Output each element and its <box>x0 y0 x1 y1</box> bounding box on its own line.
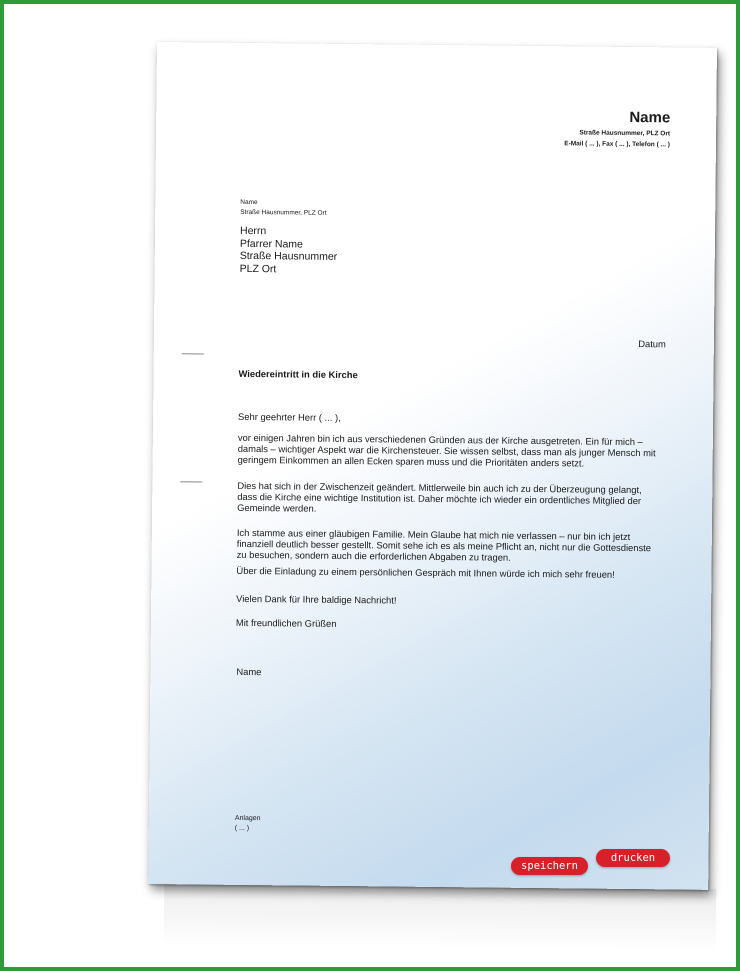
fold-mark <box>180 481 202 482</box>
recipient-line: PLZ Ort <box>239 262 277 275</box>
paragraph: Dies hat sich in der Zwischenzeit geändert. Mittlerweile bin auch ich zu der Überzeugung gelangt, dass die Kirche eine wichtige Institution ist. Daher möchte ich wieder ein ordentliches Mitglied der Gemeinde werden. <box>237 479 642 515</box>
return-address: Straße Hausnummer, PLZ Ort <box>240 208 327 217</box>
letter-date: Datum <box>638 338 666 350</box>
attachments-label: Anlagen <box>234 814 261 823</box>
sender-name: Name <box>629 108 671 127</box>
paragraph: vor einigen Jahren bin ich aus verschiedenen Gründen aus der Kirche ausgetreten. Ein für mich – damals – wichtiger Aspekt war die Kirchensteuer. Sie wissen selbst, dass man als junger Mensch mit geringem Einkommen an allen Ecken sparen muss und die Prioritäten anders setzt. <box>237 431 656 469</box>
attachments-value: ( ... ) <box>234 824 250 833</box>
return-name: Name <box>240 198 258 207</box>
paragraph: Ich stamme aus einer gläubigen Familie. Mein Glaube hat mich nie verlassen – nur bin ich jetzt finanziell deutlich besser gestellt. Somit sehe ich es als meine Pflicht an, nicht nur die Gottesdienste zu besuchen, sondern auch die erforderlichen Abgaben zu tragen. <box>236 526 652 564</box>
recipient-line: Pfarrer Name <box>239 237 303 251</box>
recipient-block <box>240 225 338 276</box>
paragraph: Über die Einladung zu einem persönlichen Gespräch mit Ihnen würde ich mich sehr freuen! <box>236 564 615 580</box>
paragraph: Vielen Dank für Ihre baldige Nachricht! <box>236 592 397 606</box>
fold-mark <box>182 353 204 354</box>
sender-contact: E-Mail ( ... ), Fax ( ... ), Telefon ( ... ) <box>564 140 670 149</box>
recipient-line: Straße Hausnummer <box>239 249 338 263</box>
letter-page <box>148 42 717 890</box>
recipient-line: Herrn <box>239 224 267 238</box>
save-button[interactable]: speichern <box>511 857 588 875</box>
paper-reflection <box>164 883 717 951</box>
signature-name: Name <box>236 665 262 678</box>
letter-subject: Wiedereintritt in die Kirche <box>238 367 358 381</box>
print-button[interactable]: drucken <box>596 849 670 867</box>
closing: Mit freundlichen Grüßen <box>235 616 337 629</box>
sender-address: Straße Hausnummer, PLZ Ort <box>579 129 671 138</box>
salutation: Sehr geehrter Herr ( ... ), <box>238 410 341 423</box>
